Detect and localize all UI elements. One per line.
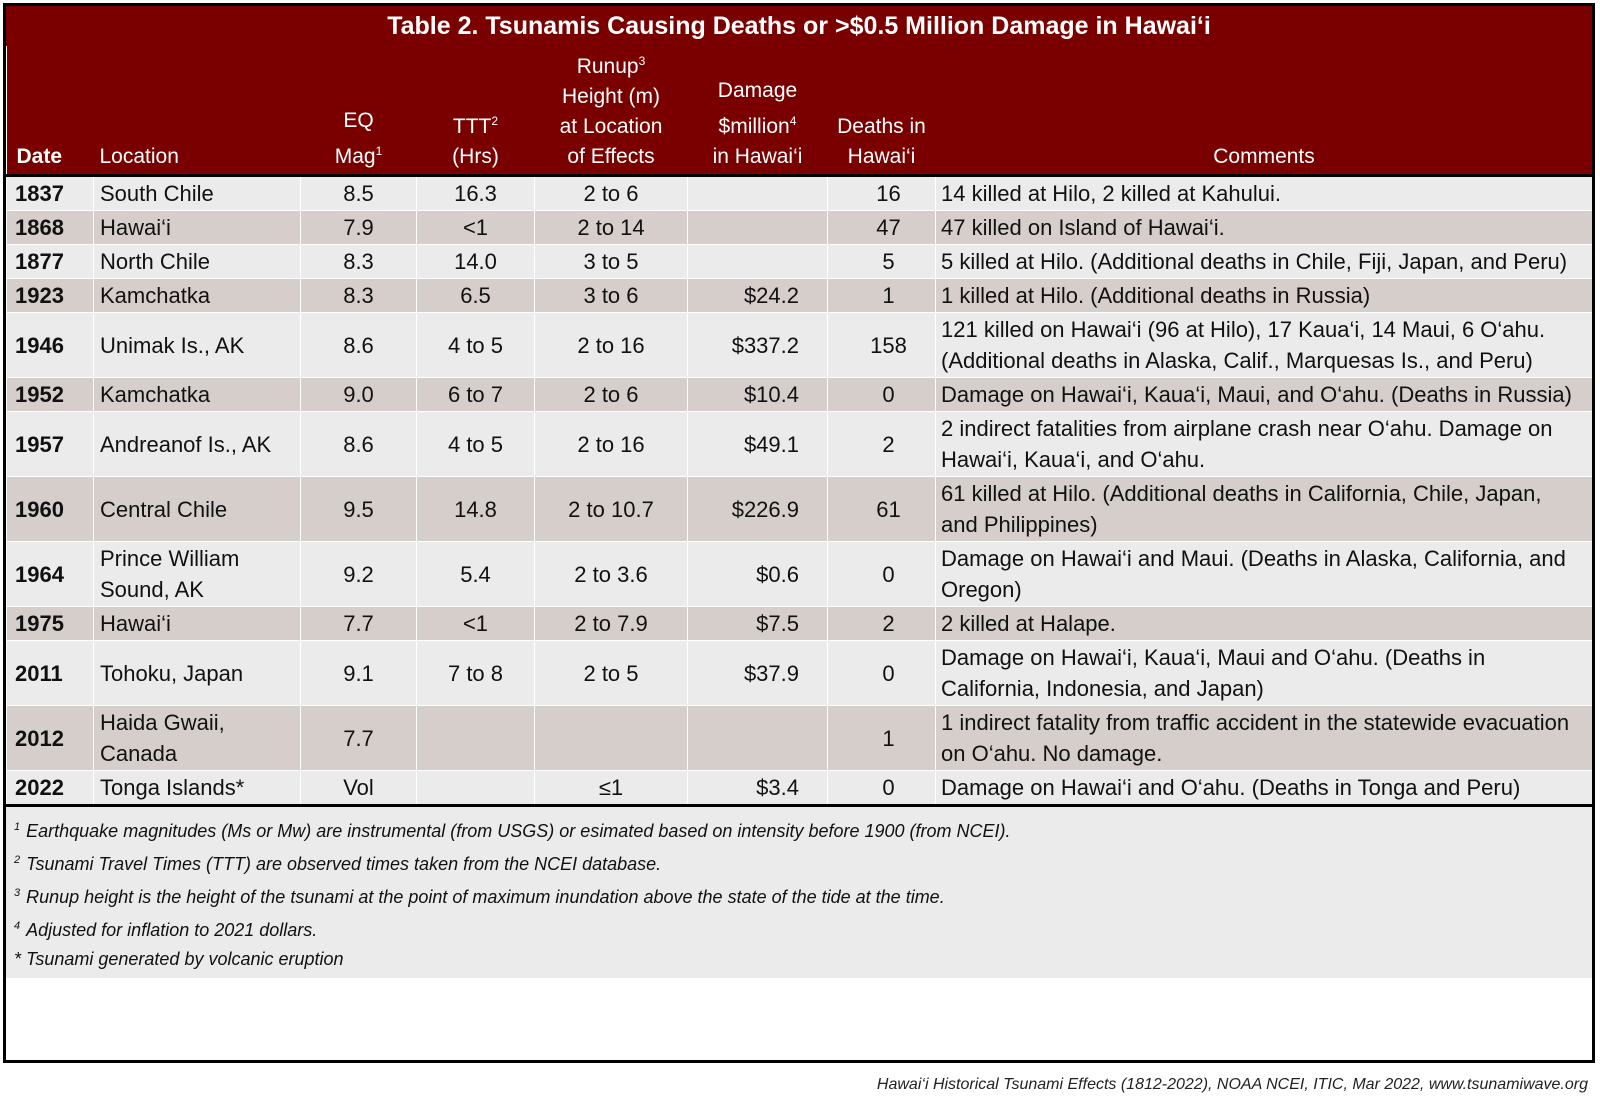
cell-runup: 3 to 6 [535,279,688,313]
footnote-text: Runup height is the height of the tsunami at the point of maximum inundation above the state of the tide at the time. [26,887,945,907]
table-row [7,607,1593,641]
cell-damage: $24.2 [688,279,828,313]
footnote [14,846,1584,879]
cell-ttt: 16.3 [417,176,535,211]
cell-ttt: 14.0 [417,245,535,279]
cell-runup: 2 to 7.9 [535,607,688,641]
cell-deaths: 2 [828,412,936,477]
cell-location: Prince William Sound, AK [94,542,301,607]
cell-runup: 2 to 16 [535,412,688,477]
cell-comments: 5 killed at Hilo. (Additional deaths in Chile, Fiji, Japan, and Peru) [936,245,1593,279]
cell-ttt: 5.4 [417,542,535,607]
table-row [7,412,1593,477]
cell-runup: 2 to 16 [535,313,688,378]
cell-deaths: 1 [828,706,936,771]
cell-ttt [417,706,535,771]
footnote [14,813,1584,846]
cell-runup: 2 to 6 [535,378,688,412]
cell-runup: 2 to 14 [535,211,688,245]
cell-eq-mag: 8.6 [301,313,417,378]
cell-date: 2012 [7,706,94,771]
cell-damage: $49.1 [688,412,828,477]
cell-location: Tonga Islands* [94,771,301,806]
tsunami-table-frame [3,3,1595,1063]
header-runup: Runup$^3$ Height (m) at Location of Effects [535,46,688,176]
cell-damage: $10.4 [688,378,828,412]
table-row [7,378,1593,412]
header-eq-mag: EQ Mag$^1$ [301,46,417,176]
cell-date: 1877 [7,245,94,279]
cell-comments: 2 indirect fatalities from airplane crash near O‘ahu. Damage on Hawai‘i, Kaua‘i, and O‘ahu. [936,412,1593,477]
cell-damage [688,245,828,279]
table-row [7,211,1593,245]
footnote-text: Tsunami Travel Times (TTT) are observed times taken from the NCEI database. [26,854,662,874]
footnote [14,912,1584,945]
cell-date: 2022 [7,771,94,806]
cell-deaths: 0 [828,378,936,412]
footnote [14,879,1584,912]
volcanic-note: * Tsunami generated by volcanic eruption [14,949,344,969]
source-citation: Hawai‘i Historical Tsunami Effects (1812-2022), NOAA NCEI, ITIC, Mar 2022, www.tsunamiwave.org [876,1076,1588,1093]
footnotes [6,807,1592,978]
cell-deaths: 1 [828,279,936,313]
table-row [7,313,1593,378]
tsunami-table [6,46,1593,807]
cell-comments: 2 killed at Halape. [936,607,1593,641]
cell-eq-mag: 9.1 [301,641,417,706]
cell-eq-mag: 9.2 [301,542,417,607]
cell-date: 1923 [7,279,94,313]
cell-comments: 47 killed on Island of Hawai‘i. [936,211,1593,245]
cell-eq-mag: 8.5 [301,176,417,211]
cell-deaths: 0 [828,542,936,607]
cell-deaths: 0 [828,641,936,706]
header-location: Location [94,46,301,176]
cell-date: 1952 [7,378,94,412]
cell-ttt: <1 [417,211,535,245]
table-row [7,641,1593,706]
cell-damage [688,211,828,245]
cell-ttt: 6 to 7 [417,378,535,412]
header-row [7,46,1593,176]
cell-location: Tohoku, Japan [94,641,301,706]
cell-eq-mag: 7.9 [301,211,417,245]
table-row [7,279,1593,313]
table-row [7,706,1593,771]
cell-deaths: 47 [828,211,936,245]
cell-comments: Damage on Hawai‘i and Maui. (Deaths in Alaska, California, and Oregon) [936,542,1593,607]
cell-ttt: 4 to 5 [417,412,535,477]
cell-runup: 3 to 5 [535,245,688,279]
footnote-mark: 3 [14,887,21,899]
cell-damage [688,706,828,771]
cell-ttt: 14.8 [417,477,535,542]
cell-damage: $226.9 [688,477,828,542]
cell-deaths: 158 [828,313,936,378]
table-row [7,176,1593,211]
cell-eq-mag: 9.0 [301,378,417,412]
footnote-list [14,813,1584,945]
cell-date: 1868 [7,211,94,245]
cell-comments: 1 killed at Hilo. (Additional deaths in Russia) [936,279,1593,313]
cell-deaths: 16 [828,176,936,211]
cell-location: Hawai‘i [94,607,301,641]
cell-damage: $3.4 [688,771,828,806]
cell-runup: ≤1 [535,771,688,806]
cell-location: Haida Gwaii, Canada [94,706,301,771]
cell-eq-mag: 8.3 [301,245,417,279]
cell-runup: 2 to 5 [535,641,688,706]
cell-ttt: 4 to 5 [417,313,535,378]
cell-eq-mag: 7.7 [301,706,417,771]
cell-damage: $37.9 [688,641,828,706]
header-damage: Damage $million$^4$ in Hawai‘i [688,46,828,176]
table-title: Table 2. Tsunamis Causing Deaths or >$0.5 Million Damage in Hawai‘i [6,6,1592,46]
footnote-mark: 4 [14,920,21,932]
footnote-mark: 1 [14,821,21,833]
cell-date: 2011 [7,641,94,706]
cell-date: 1975 [7,607,94,641]
cell-comments: Damage on Hawai‘i, Kaua‘i, Maui and O‘ahu. (Deaths in California, Indonesia, and Japan) [936,641,1593,706]
cell-comments: 1 indirect fatality from traffic accident in the statewide evacuation on O‘ahu. No damage. [936,706,1593,771]
cell-comments: 61 killed at Hilo. (Additional deaths in California, Chile, Japan, and Philippines) [936,477,1593,542]
cell-comments: Damage on Hawai‘i and O‘ahu. (Deaths in Tonga and Peru) [936,771,1593,806]
cell-runup [535,706,688,771]
cell-location: Central Chile [94,477,301,542]
cell-date: 1957 [7,412,94,477]
cell-date: 1837 [7,176,94,211]
cell-location: Kamchatka [94,279,301,313]
footnote-text: Earthquake magnitudes (Ms or Mw) are instrumental (from USGS) or esimated based on intensity before 1900 (from NCEI). [26,821,1011,841]
cell-location: Unimak Is., AK [94,313,301,378]
footnote-text: Adjusted for inflation to 2021 dollars. [26,920,318,940]
cell-location: Kamchatka [94,378,301,412]
cell-location: Andreanof Is., AK [94,412,301,477]
cell-comments: 14 killed at Hilo, 2 killed at Kahului. [936,176,1593,211]
table-row [7,477,1593,542]
cell-deaths: 61 [828,477,936,542]
cell-location: Hawai‘i [94,211,301,245]
cell-location: South Chile [94,176,301,211]
header-ttt: TTT$^2$ (Hrs) [417,46,535,176]
cell-damage [688,176,828,211]
cell-comments: 121 killed on Hawai‘i (96 at Hilo), 17 Kaua‘i, 14 Maui, 6 O‘ahu. (Additional deaths in Alaska, Calif., Marquesas Is., and Peru) [936,313,1593,378]
cell-deaths: 5 [828,245,936,279]
cell-ttt: 6.5 [417,279,535,313]
cell-date: 1946 [7,313,94,378]
cell-location: North Chile [94,245,301,279]
cell-eq-mag: 7.7 [301,607,417,641]
table-row [7,245,1593,279]
table-row [7,542,1593,607]
cell-date: 1960 [7,477,94,542]
table-body [7,176,1593,806]
header-comments: Comments [936,46,1593,176]
cell-date: 1964 [7,542,94,607]
cell-damage: $7.5 [688,607,828,641]
cell-eq-mag: Vol [301,771,417,806]
cell-deaths: 0 [828,771,936,806]
cell-runup: 2 to 6 [535,176,688,211]
cell-ttt [417,771,535,806]
cell-deaths: 2 [828,607,936,641]
header-date: Date [7,46,94,176]
cell-eq-mag: 8.6 [301,412,417,477]
cell-eq-mag: 8.3 [301,279,417,313]
cell-ttt: 7 to 8 [417,641,535,706]
cell-ttt: <1 [417,607,535,641]
footnote-mark: 2 [14,854,21,866]
cell-eq-mag: 9.5 [301,477,417,542]
table-row [7,771,1593,806]
cell-damage: $337.2 [688,313,828,378]
cell-runup: 2 to 10.7 [535,477,688,542]
cell-comments: Damage on Hawai‘i, Kaua‘i, Maui, and O‘ahu. (Deaths in Russia) [936,378,1593,412]
cell-damage: $0.6 [688,542,828,607]
cell-runup: 2 to 3.6 [535,542,688,607]
header-deaths: Deaths in Hawai‘i [828,46,936,176]
